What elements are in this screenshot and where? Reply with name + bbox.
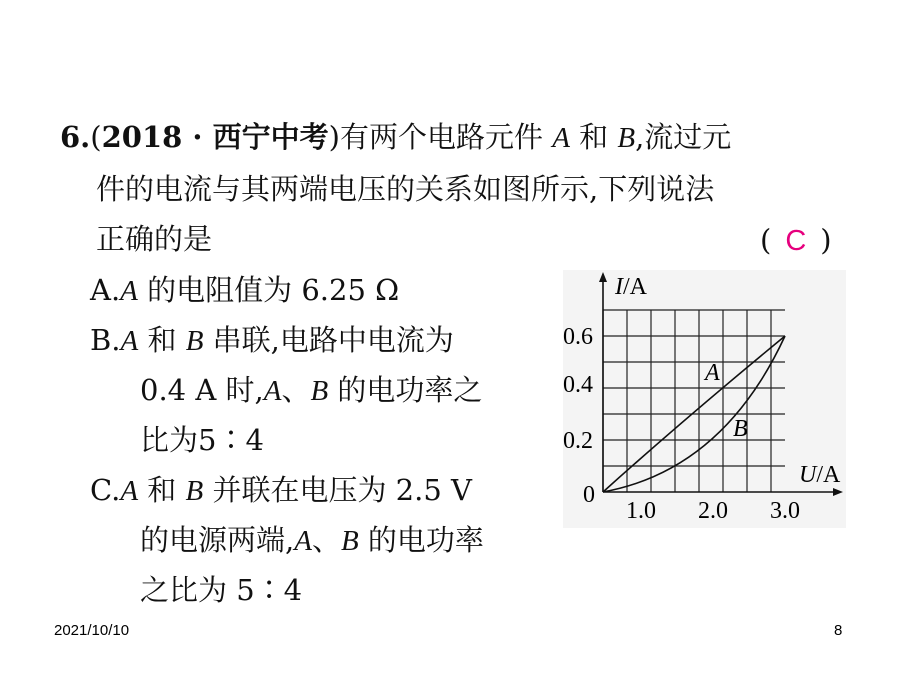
- option-b-var-a: A: [120, 325, 139, 357]
- curve-a-label: A: [705, 360, 720, 386]
- option-b-text-4: 的电功率之: [328, 373, 483, 407]
- x-tick-1: 1.0: [626, 498, 656, 524]
- x-tick-2: 2.0: [698, 498, 728, 524]
- question-line-1: [60, 120, 731, 155]
- question-line-3: [96, 222, 212, 256]
- option-c-line-3: [140, 573, 302, 607]
- option-b-text-2: 串联,电路中电流为: [203, 323, 454, 357]
- option-b-line-3: [140, 423, 264, 457]
- option-c-text-2: 并联在电压为 2.5 V: [203, 473, 472, 507]
- x-axis-label-var: U: [799, 462, 817, 488]
- y-tick-3: 0.6: [563, 324, 593, 350]
- iu-graph-svg: [563, 270, 846, 528]
- option-b-letter: B.: [90, 323, 121, 357]
- option-c-var-b-2: B: [340, 525, 359, 557]
- x-axis-label-unit: /A: [816, 462, 841, 488]
- option-b-line-2: [140, 373, 482, 408]
- option-a-line-1: [90, 273, 399, 308]
- y-tick-1: 0.2: [563, 428, 593, 454]
- y-axis-label: [614, 274, 648, 300]
- iu-graph: [563, 270, 846, 528]
- option-c-text-5: 之比为 5∶4: [140, 573, 303, 607]
- option-b-var-b-2: B: [310, 375, 329, 407]
- y-axis-arrow-icon: [599, 272, 607, 282]
- option-c-text-1: 和: [138, 473, 186, 507]
- option-b-var-a-2: A: [263, 375, 282, 407]
- question-source: 2018 · 西宁中考: [101, 120, 329, 154]
- option-c-var-a-2: A: [294, 525, 312, 557]
- answer-open: (: [760, 223, 772, 257]
- source-open-paren: (: [90, 120, 102, 154]
- option-b-text-5: 比为5∶4: [140, 423, 264, 457]
- y-axis-label-var: I: [615, 274, 623, 300]
- option-b-text-1: 和: [138, 323, 186, 357]
- option-a-letter: A.: [90, 273, 121, 307]
- option-a-var-a: A: [120, 275, 138, 307]
- question-line-2: [96, 172, 714, 206]
- graph-grid: [603, 310, 785, 492]
- var-b: B: [617, 122, 636, 154]
- curve-b-label: B: [733, 416, 748, 442]
- option-c-var-b: B: [185, 475, 204, 507]
- answer-value: C: [785, 225, 807, 257]
- answer-close: ): [820, 223, 832, 257]
- stem-text-1b: 和: [579, 120, 609, 154]
- option-c-text-3: 的电源两端,: [140, 523, 295, 557]
- option-a-text: 的电阻值为 6.25 Ω: [137, 273, 400, 307]
- source-close-paren: ): [328, 120, 340, 154]
- option-b-sep: 、: [281, 373, 311, 407]
- option-b-text-3: 0.4 A 时,: [140, 373, 264, 407]
- option-c-sep: 、: [311, 523, 341, 557]
- stem-text-3: 正确的是: [96, 222, 213, 256]
- option-c-line-1: [90, 473, 472, 508]
- question-number: 6.: [60, 120, 91, 154]
- origin-label: 0: [583, 482, 595, 508]
- stem-text-1c: ,流过元: [635, 120, 732, 154]
- option-c-line-2: [140, 523, 484, 558]
- option-c-text-4: 的电功率: [358, 523, 484, 557]
- stem-text-2: 件的电流与其两端电压的关系如图所示,下列说法: [96, 172, 715, 206]
- y-axis-label-unit: /A: [623, 274, 647, 300]
- option-c-letter: C.: [90, 473, 121, 507]
- x-axis-arrow-icon: [833, 488, 843, 496]
- footer-date: 2021/10/10: [54, 622, 130, 639]
- var-a: A: [552, 122, 570, 154]
- option-b-line-1: [90, 323, 454, 358]
- answer-bracket: [760, 223, 832, 258]
- option-b-var-b: B: [185, 325, 204, 357]
- stem-text-1a: 有两个电路元件: [339, 120, 543, 154]
- x-axis-label: [799, 462, 841, 488]
- option-c-var-a: A: [120, 475, 139, 507]
- footer-page-number: 8: [834, 622, 843, 639]
- y-tick-2: 0.4: [563, 372, 593, 398]
- x-tick-3: 3.0: [770, 498, 800, 524]
